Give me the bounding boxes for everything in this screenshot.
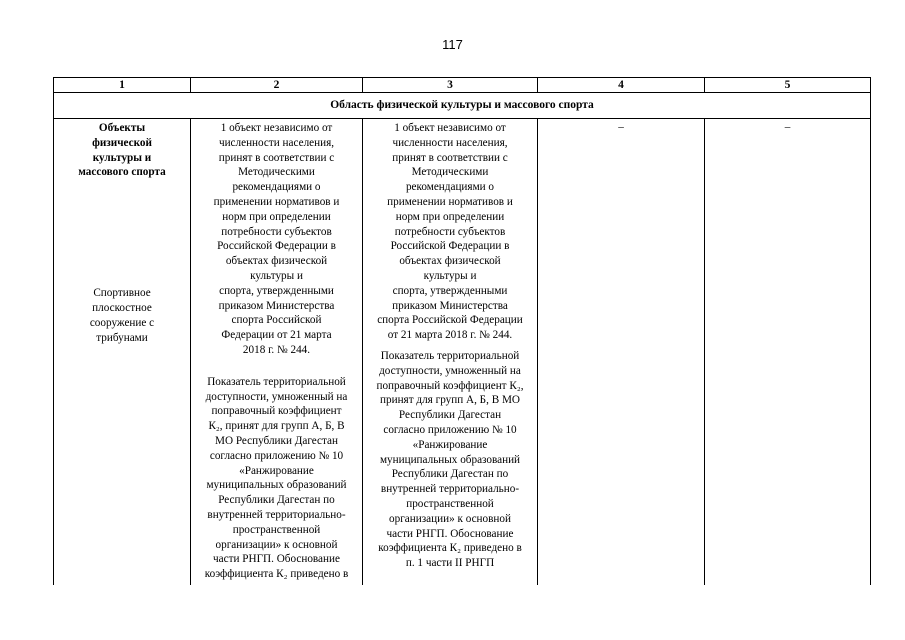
text-line: применении нормативов и [213,195,340,208]
text-line: коэффициента К₂ приведено в [204,568,349,581]
norm-paragraph-2 [363,347,537,571]
text-line: норм при определении [395,210,505,223]
text-line: доступности, умноженный на [379,364,521,377]
text-line: пространственной [406,497,494,510]
text-line: культуры и [92,151,152,164]
text-line: Методическими [238,166,315,179]
text-line: внутренней территориально- [380,483,520,496]
text-line: физической [92,136,152,149]
text-line: потребности субъектов [221,225,332,238]
column-header-3: 3 [363,78,538,93]
value-cell-col5 [705,119,871,586]
text-line: объектах физической [399,255,501,268]
section-row [54,93,871,119]
table-row [54,119,871,586]
table-header-row [54,78,871,93]
text-line: 1 объект независимо от [220,122,333,134]
norm-paragraph-2 [191,373,362,582]
text-line: «Ранжирование [412,438,488,451]
text-line: доступности, умноженный на [205,390,348,403]
text-line: спорта Российской Федерации [377,314,523,327]
text-line: коэффициента К₂ приведено в [378,542,522,555]
object-name [54,119,190,180]
text-line: Российской Федерации в [217,240,336,253]
text-line: пространственной [232,523,321,536]
text-line: Показатель территориальной [380,349,520,362]
text-line: объектах физической [225,255,328,268]
text-line: Федерации от 21 марта [221,329,332,342]
facility-name [54,284,190,345]
text-line: трибунами [96,331,148,344]
text-line: «Ранжирование [239,464,314,477]
text-line: внутренней территориально- [207,508,346,521]
text-line: Объекты [98,122,146,134]
text-line: Республики Дагестан по [218,494,335,507]
text-line: организации» к основной [215,538,338,551]
text-line: численности населения, [218,136,335,149]
text-line: массового спорта [78,166,166,179]
object-cell [54,119,191,586]
text-line: рекомендациями о [405,181,495,194]
norm-cell-col2 [191,119,363,586]
page-number: 117 [442,37,463,52]
text-line: рекомендациями о [232,181,321,194]
text-line: численности населения, [392,136,508,149]
text-line: применении нормативов и [387,195,513,208]
column-header-4: 4 [538,78,705,93]
text-line: МО Республики Дагестан [215,434,338,447]
text-line: культуры и [250,269,303,282]
text-line: части РНГП. Обоснование [213,553,340,566]
norm-cell-col3 [363,119,538,586]
text-line: Спортивное [93,287,151,300]
column-header-1: 1 [54,78,191,93]
text-line: плоскостное [92,301,152,314]
dash-value: – [618,121,624,133]
section-title: Область физической культуры и массового спорта [54,93,871,119]
norm-paragraph-1 [191,119,362,358]
text-line: приказом Министерства [218,299,335,312]
column-header-5: 5 [705,78,871,93]
text-line: спорта, утвержденными [219,284,334,297]
text-line: поправочный коэффициент [211,405,342,418]
text-line: принят для групп А, Б, В МО [380,394,520,407]
text-line: спорта, утвержденными [392,284,508,297]
column-header-2: 2 [191,78,363,93]
text-line: муниципальных образований [206,479,347,492]
text-line: согласно приложению № 10 [383,423,517,436]
text-line: 2018 г. № 244. [242,343,311,356]
text-line: Республики Дагестан по [391,468,509,481]
text-line: принят в соответствии с [218,151,335,164]
text-line: культуры и [423,269,477,282]
text-line: части РНГП. Обоснование [386,527,514,540]
text-line: норм при определении [222,210,331,223]
text-line: от 21 марта 2018 г. № 244. [387,329,513,342]
text-line: К₂, принят для групп А, Б, В [208,420,345,433]
text-line: Показатель территориальной [207,375,346,388]
text-line: спорта Российской [231,314,322,327]
text-line: сооружение с [89,316,155,329]
dash-value: – [784,121,791,133]
text-line: приказом Министерства [392,299,508,312]
regulation-table [53,77,871,585]
text-line: 1 объект независимо от [394,122,506,134]
text-line: поправочный коэффициент К₂, [376,379,524,392]
text-line: Методическими [411,166,489,179]
text-line: Республики Дагестан [398,409,502,422]
text-line: потребности субъектов [394,225,506,238]
text-line: Российской Федерации в [390,240,510,253]
norm-paragraph-1 [363,119,537,343]
text-line: организации» к основной [389,512,511,525]
text-line: согласно приложению № 10 [209,449,344,462]
value-cell-col4 [538,119,705,586]
text-line: муниципальных образований [379,453,521,466]
text-line: п. 1 части II РНГП [405,557,495,570]
text-line: принят в соответствии с [392,151,508,164]
